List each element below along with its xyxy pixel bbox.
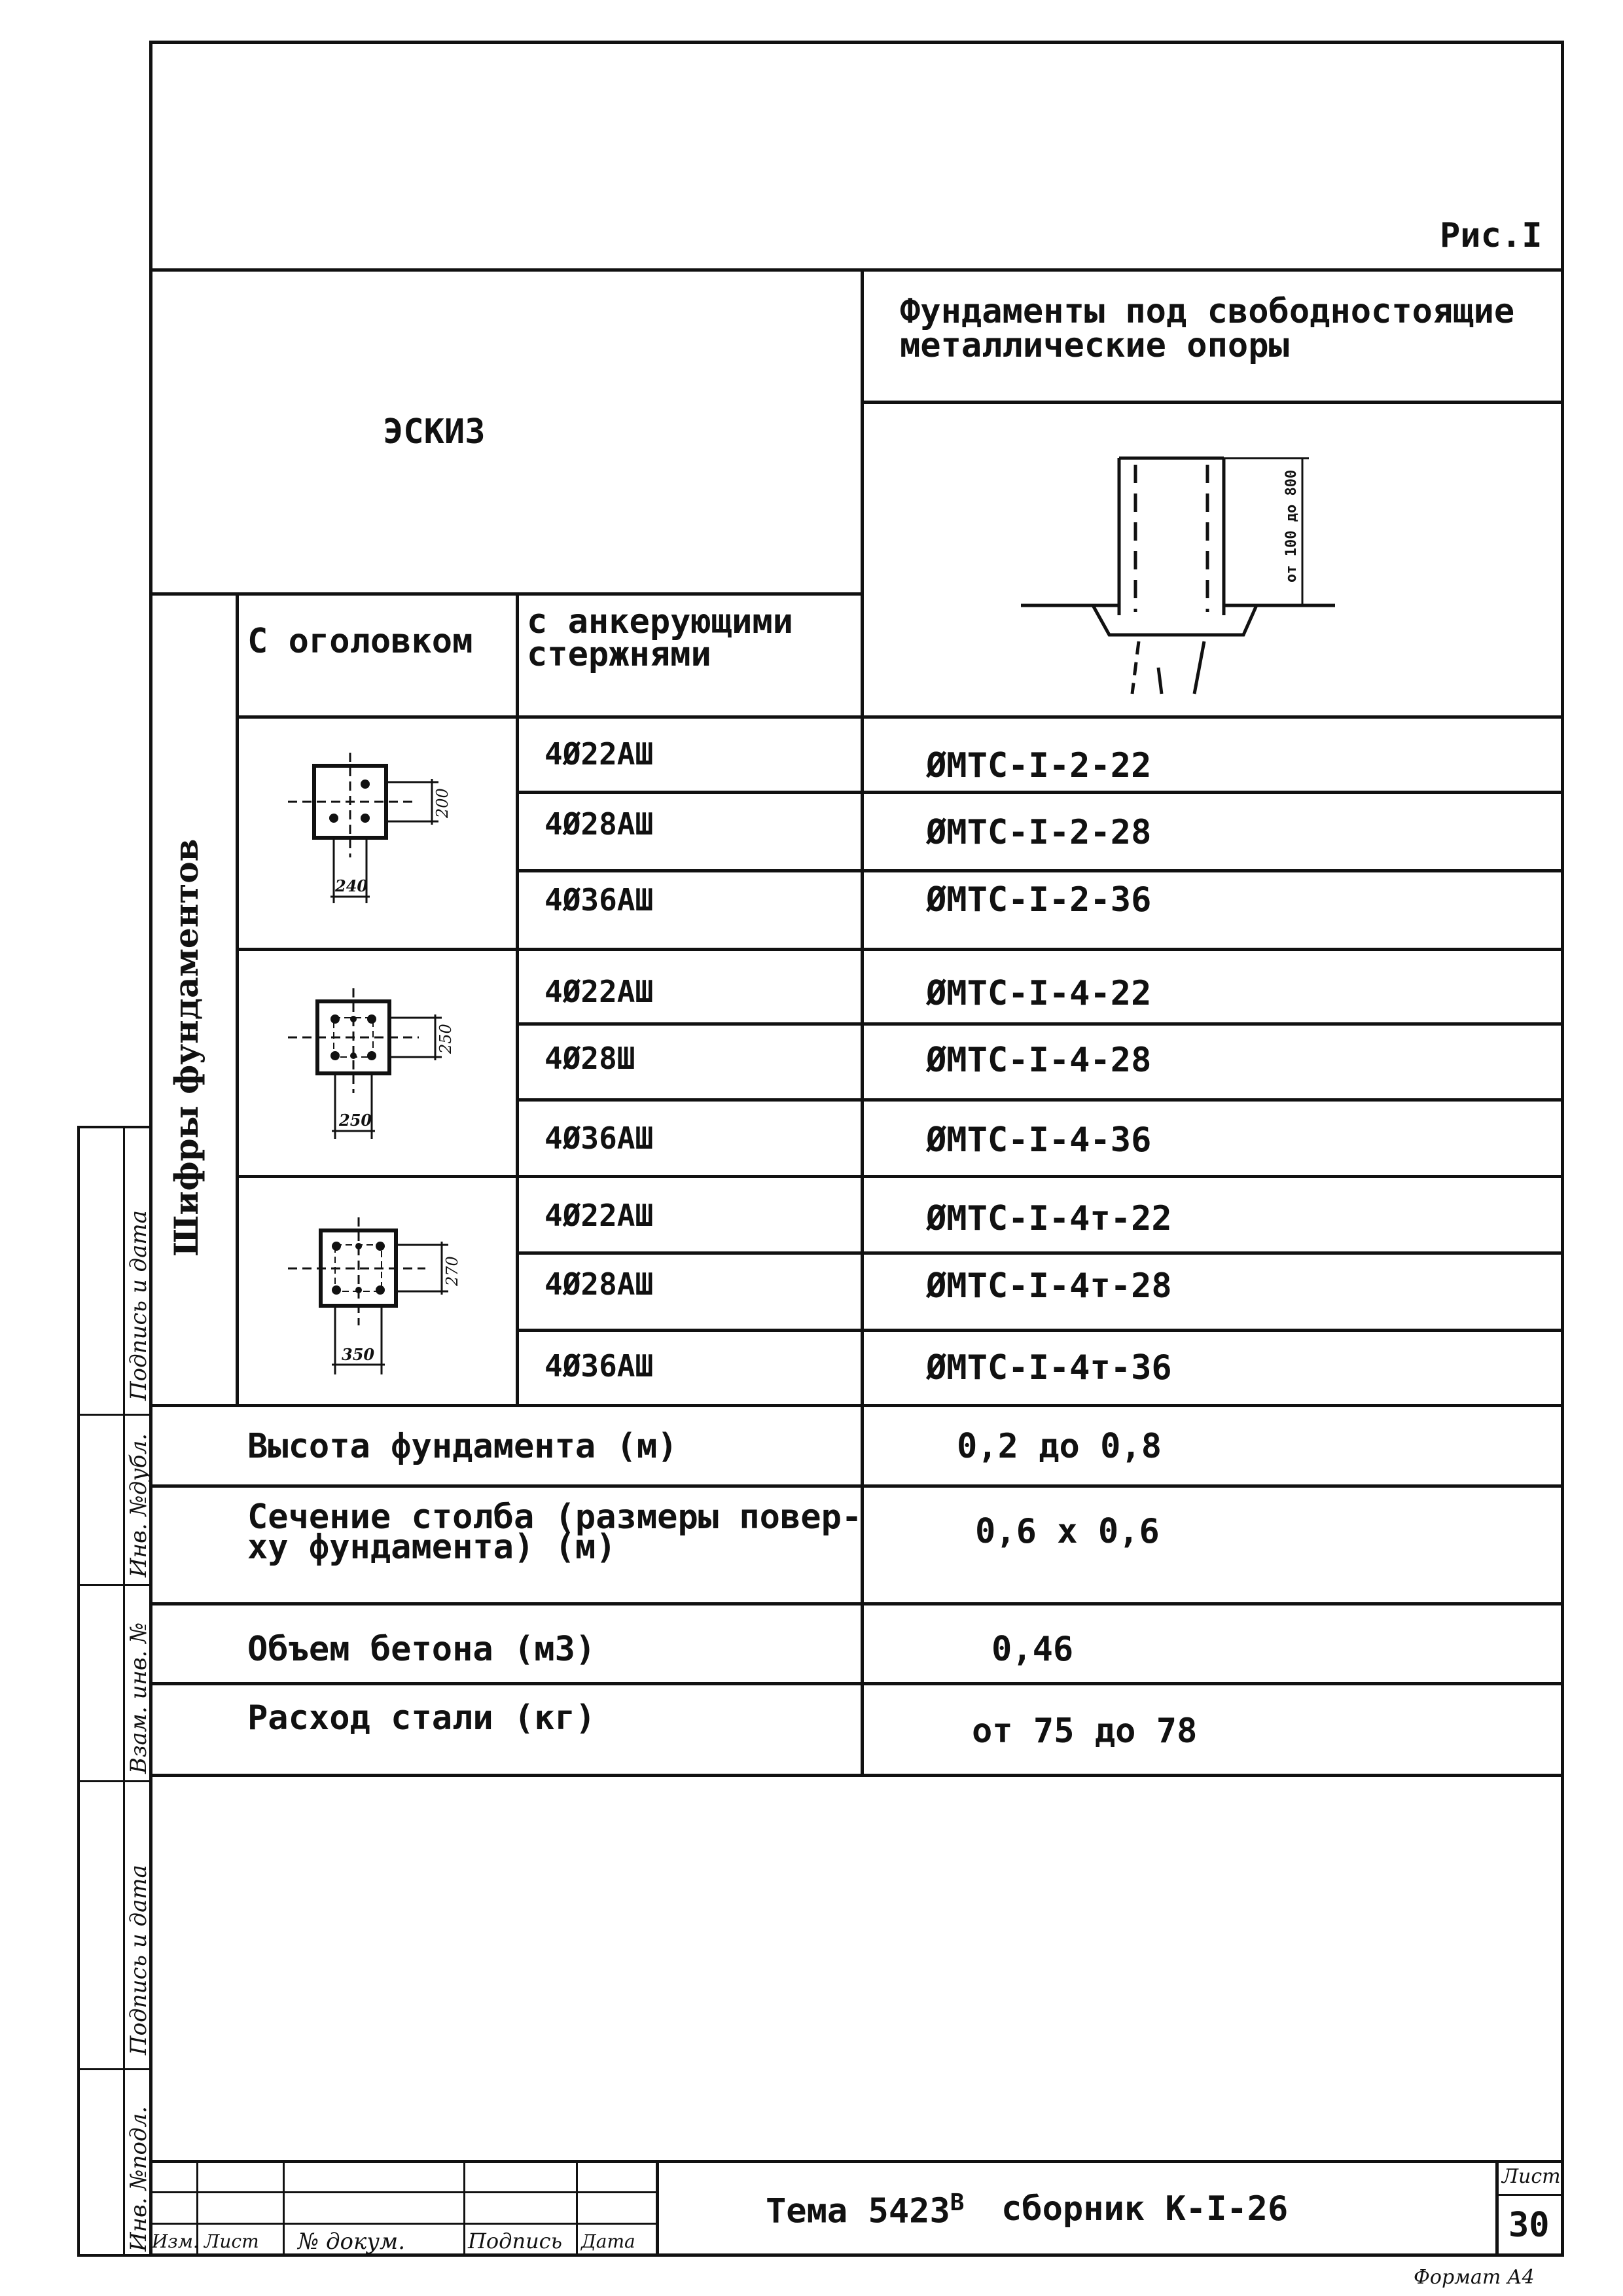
foundation-diagram [1008,445,1348,707]
bars-2-2: 4Ø28Ш [544,1041,635,1076]
code-2-2: ØМТС-I-4-28 [926,1041,1152,1080]
spec-line-4 [149,1774,1564,1777]
tb-sheet-label: Лист [1502,2165,1561,2188]
bars-1-1: 4Ø22АШ [544,736,654,772]
section-title [900,292,1528,365]
colhead-top-line [149,592,861,596]
title-line [861,401,1564,404]
tb-col-izm: Изм. [152,2231,199,2252]
table-bottom [149,1404,1564,1407]
col-head-right-text: с анкерующими стержнями [527,602,793,674]
group3-top [236,1175,1564,1178]
code-2-3: ØМТС-I-4-36 [926,1121,1152,1160]
tb-col-list: Лист [204,2231,259,2252]
diagram-dim-label: от 100 до 800 [1283,469,1300,583]
vertical-label: Шифры фундаментов [167,838,205,1257]
code-3-1: ØМТС-I-4т-22 [926,1199,1172,1238]
bars-2-3: 4Ø36АШ [544,1121,654,1156]
bars-3-3: 4Ø36АШ [544,1348,654,1384]
side-label-sign-date-2: Подпись и дата [126,1865,152,2055]
sketch-dim-2b: 250 [339,1111,372,1130]
code-2-1: ØМТС-I-4-22 [926,974,1152,1013]
sketch-dim-1b: 240 [335,876,368,895]
row-line-2a [516,1022,1564,1026]
spec-value-steel: от 75 до 78 [972,1712,1198,1751]
bars-3-2: 4Ø28АШ [544,1266,654,1302]
code-3-2: ØМТС-I-4т-28 [926,1266,1172,1306]
tb-theme-text: Тема 5423 [766,2191,950,2231]
row-line-2b [516,1098,1564,1102]
sketch-group-2 [288,988,478,1152]
spec-line-1 [149,1484,1564,1488]
spec-label-steel: Расход стали (кг) [247,1698,596,1738]
sketch-group-3 [288,1217,478,1381]
bars-1-2: 4Ø28АШ [544,806,654,842]
side-label-inv-dubl: Инв. №дубл. [126,1433,152,1577]
spec-label-section: Сечение столба (размеры повер- ху фундамента) (м) [247,1498,863,1567]
bars-2-1: 4Ø22АШ [544,974,654,1009]
tb-collection: сборник К-I-26 [1001,2189,1289,2229]
col-head-right [527,602,841,674]
vertical-col-line [236,592,239,1404]
sketch-dim-3a: 270 [443,1256,461,1286]
bars-col-line [516,592,519,1404]
tb-col-date: Дата [581,2231,635,2252]
side-label-inv-podl: Инв. №подл. [126,2106,152,2251]
eskiz-label: ЭСКИЗ [383,412,486,452]
code-1-2: ØМТС-I-2-28 [926,813,1152,852]
code-1-3: ØМТС-I-2-36 [926,880,1152,920]
tb-format-label: Формат А4 [1414,2266,1535,2289]
row-line-1a [516,791,1564,794]
spec-line-2 [149,1602,1564,1605]
section-title-text: Фундаменты под свободностоящие металлические опоры [900,292,1515,365]
bars-1-3: 4Ø36АШ [544,882,654,918]
spec-value-concrete: 0,46 [991,1630,1074,1669]
row-line-1b [516,869,1564,872]
row-line-3b [516,1329,1564,1332]
side-label-vzam-inv: Взам. инв. № [126,1622,152,1774]
sketch-dim-2a: 250 [437,1024,455,1054]
tb-col-sign: Подпись [468,2229,563,2253]
sketch-group-1 [288,753,478,916]
code-1-1: ØМТС-I-2-22 [926,746,1152,785]
figure-label: Рис.I [1440,216,1543,255]
side-stamp [77,1126,152,2257]
header-line [149,268,1564,272]
bars-3-1: 4Ø22АШ [544,1198,654,1233]
col-head-left: С оголовком [247,622,473,661]
spec-value-section: 0,6 х 0,6 [975,1512,1160,1551]
tb-sheet-number: 30 [1508,2206,1550,2245]
sketch-dim-1a: 200 [433,788,452,818]
code-3-3: ØМТС-I-4т-36 [926,1348,1172,1388]
tb-theme-sup: В [950,2189,965,2216]
spec-line-3 [149,1682,1564,1685]
group1-top [236,715,1564,719]
spec-label-height: Высота фундамента (м) [247,1427,678,1466]
row-line-3a [516,1251,1564,1255]
spec-label-concrete: Объем бетона (м3) [247,1630,596,1669]
sketch-dim-3b: 350 [342,1345,375,1364]
tb-col-doc: № докум. [298,2229,406,2255]
side-label-sign-date-1: Подпись и дата [126,1210,152,1401]
spec-value-height: 0,2 до 0,8 [957,1427,1162,1466]
group2-top [236,948,1564,951]
tb-theme [766,2189,964,2231]
